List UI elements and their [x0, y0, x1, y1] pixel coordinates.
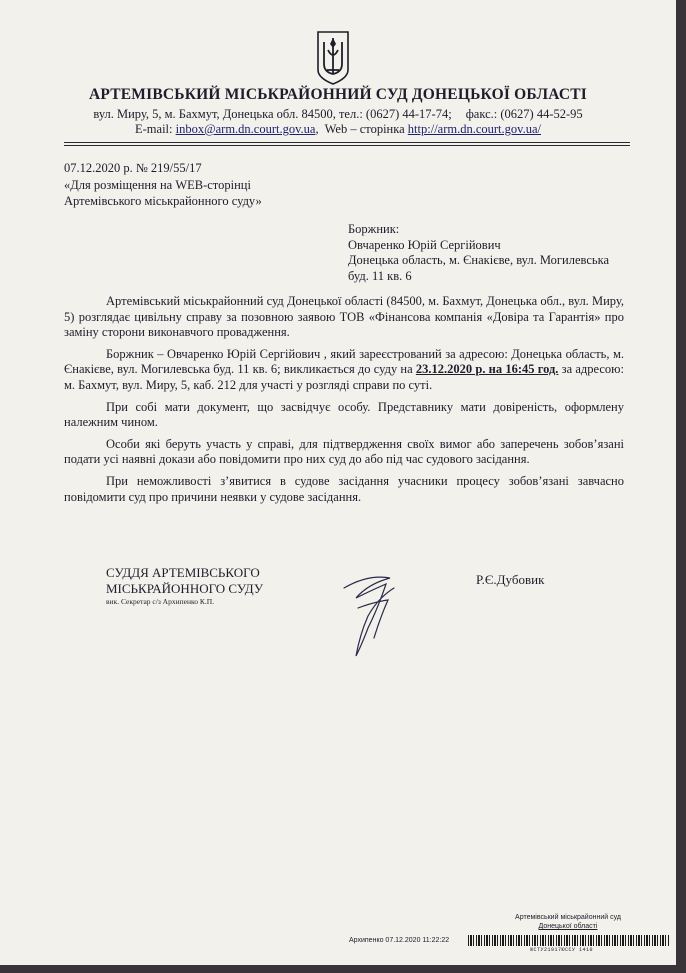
secretary-note: вик. Секретар с/з Архипенко К.П. — [106, 597, 215, 606]
paragraph-4: Особи які беруть участь у справі, для підтвердження своїх вимог або заперечень зобов’язані подати усі наявні докази або повідомити про них суд до або під час судового засідання. — [64, 436, 624, 467]
web-label: Web – сторінка — [324, 122, 405, 136]
paragraph-2-start: Боржник – Овчаренко Юрій Сергійович , який зареєстрований за адресою: Донецька область, м. Єнакієве, вул. Могилевська буд. 11 кв. 6; викликається до суду на — [64, 346, 624, 377]
header-divider — [64, 142, 630, 143]
paragraph-3: При собі мати документ, що засвідчує особу. Представнику мати довіреність, оформлену належним чином. — [64, 399, 624, 430]
email-link[interactable]: inbox@arm.dn.court.gov.ua — [175, 122, 316, 136]
court-address — [0, 107, 676, 122]
recipient-address-2: буд. 11 кв. 6 — [348, 268, 412, 283]
recipient-block — [348, 222, 668, 284]
recipient-name: Овчаренко Юрій Сергійович — [348, 237, 501, 252]
purpose-line-1: «Для розміщення на WEB-сторінці — [64, 178, 251, 192]
recipient-address-1: Донецька область, м. Єнакієве, вул. Могилевська — [348, 253, 610, 267]
paragraph-1: Артемівський міськрайонний суд Донецької області (84500, м. Бахмут, Донецька обл., вул. Миру, 5) розглядає цивільну справу за позовною заявою ТОВ «Фінансова компанія «Довіра та Гарантія» про заміну сторони виконавчого провадження. — [64, 294, 624, 340]
date-number: 07.12.2020 р. № 219/55/17 — [64, 161, 202, 175]
judge-title-line-2: МІСЬКРАЙОННОГО СУДУ — [106, 580, 264, 596]
judge-title — [106, 565, 263, 596]
barcode-icon — [468, 935, 670, 946]
court-name: АРТЕМІВСЬКИЙ МІСЬКРАЙОННИЙ СУД ДОНЕЦЬКОЇ ОБЛАСТІ — [88, 86, 588, 103]
letter-body — [64, 294, 624, 511]
court-contacts: E-mail: inbox@arm.dn.court.gov.ua, Web – сторінка http://arm.dn.court.gov.ua/ — [135, 122, 541, 136]
header-divider-secondary — [64, 145, 630, 146]
registration-stamp: Архипенко 07.12.2020 11:22:22 — [349, 937, 450, 944]
trident-emblem-icon — [316, 30, 350, 86]
hearing-datetime: 23.12.2020 р. на 16:45 год. — [415, 362, 559, 377]
recipient-label: Боржник: — [348, 222, 400, 236]
web-link[interactable]: http://arm.dn.court.gov.ua/ — [407, 122, 541, 136]
signature-icon — [338, 568, 404, 660]
registration-org-line-2: Донецької області — [538, 923, 598, 930]
address-text: вул. Миру, 5, м. Бахмут, Донецька обл. 84500, тел.: (0627) 44-17-74; — [93, 107, 452, 121]
judge-title-line-1: СУДДЯ АРТЕМІВСЬКОГО — [106, 565, 260, 580]
paragraph-2-end: за адресою: м. Бахмут, вул. Миру, 5, каб. 212 для участі у розгляді справи по суті. — [64, 362, 624, 392]
judge-name: Р.Є.Дубовик — [476, 572, 545, 587]
fax-text: факс.: (0627) 44-52-95 — [465, 107, 583, 121]
paragraph-5: При неможливості з’явитися в судове засідання учасники процесу зобов’язані завчасно повідомити суд про причини неявки у судове засідання. — [64, 473, 624, 504]
email-label: E-mail: — [135, 122, 173, 136]
barcode-text: ЖСТУ21917ЮССУ 1410 — [530, 947, 594, 953]
paragraph-2 — [64, 347, 624, 394]
registration-org — [498, 913, 638, 931]
registration-org-line-1: Артемівський міськрайонний суд — [515, 914, 621, 921]
purpose-line-2: Артемівського міськрайонного суду» — [64, 194, 262, 208]
